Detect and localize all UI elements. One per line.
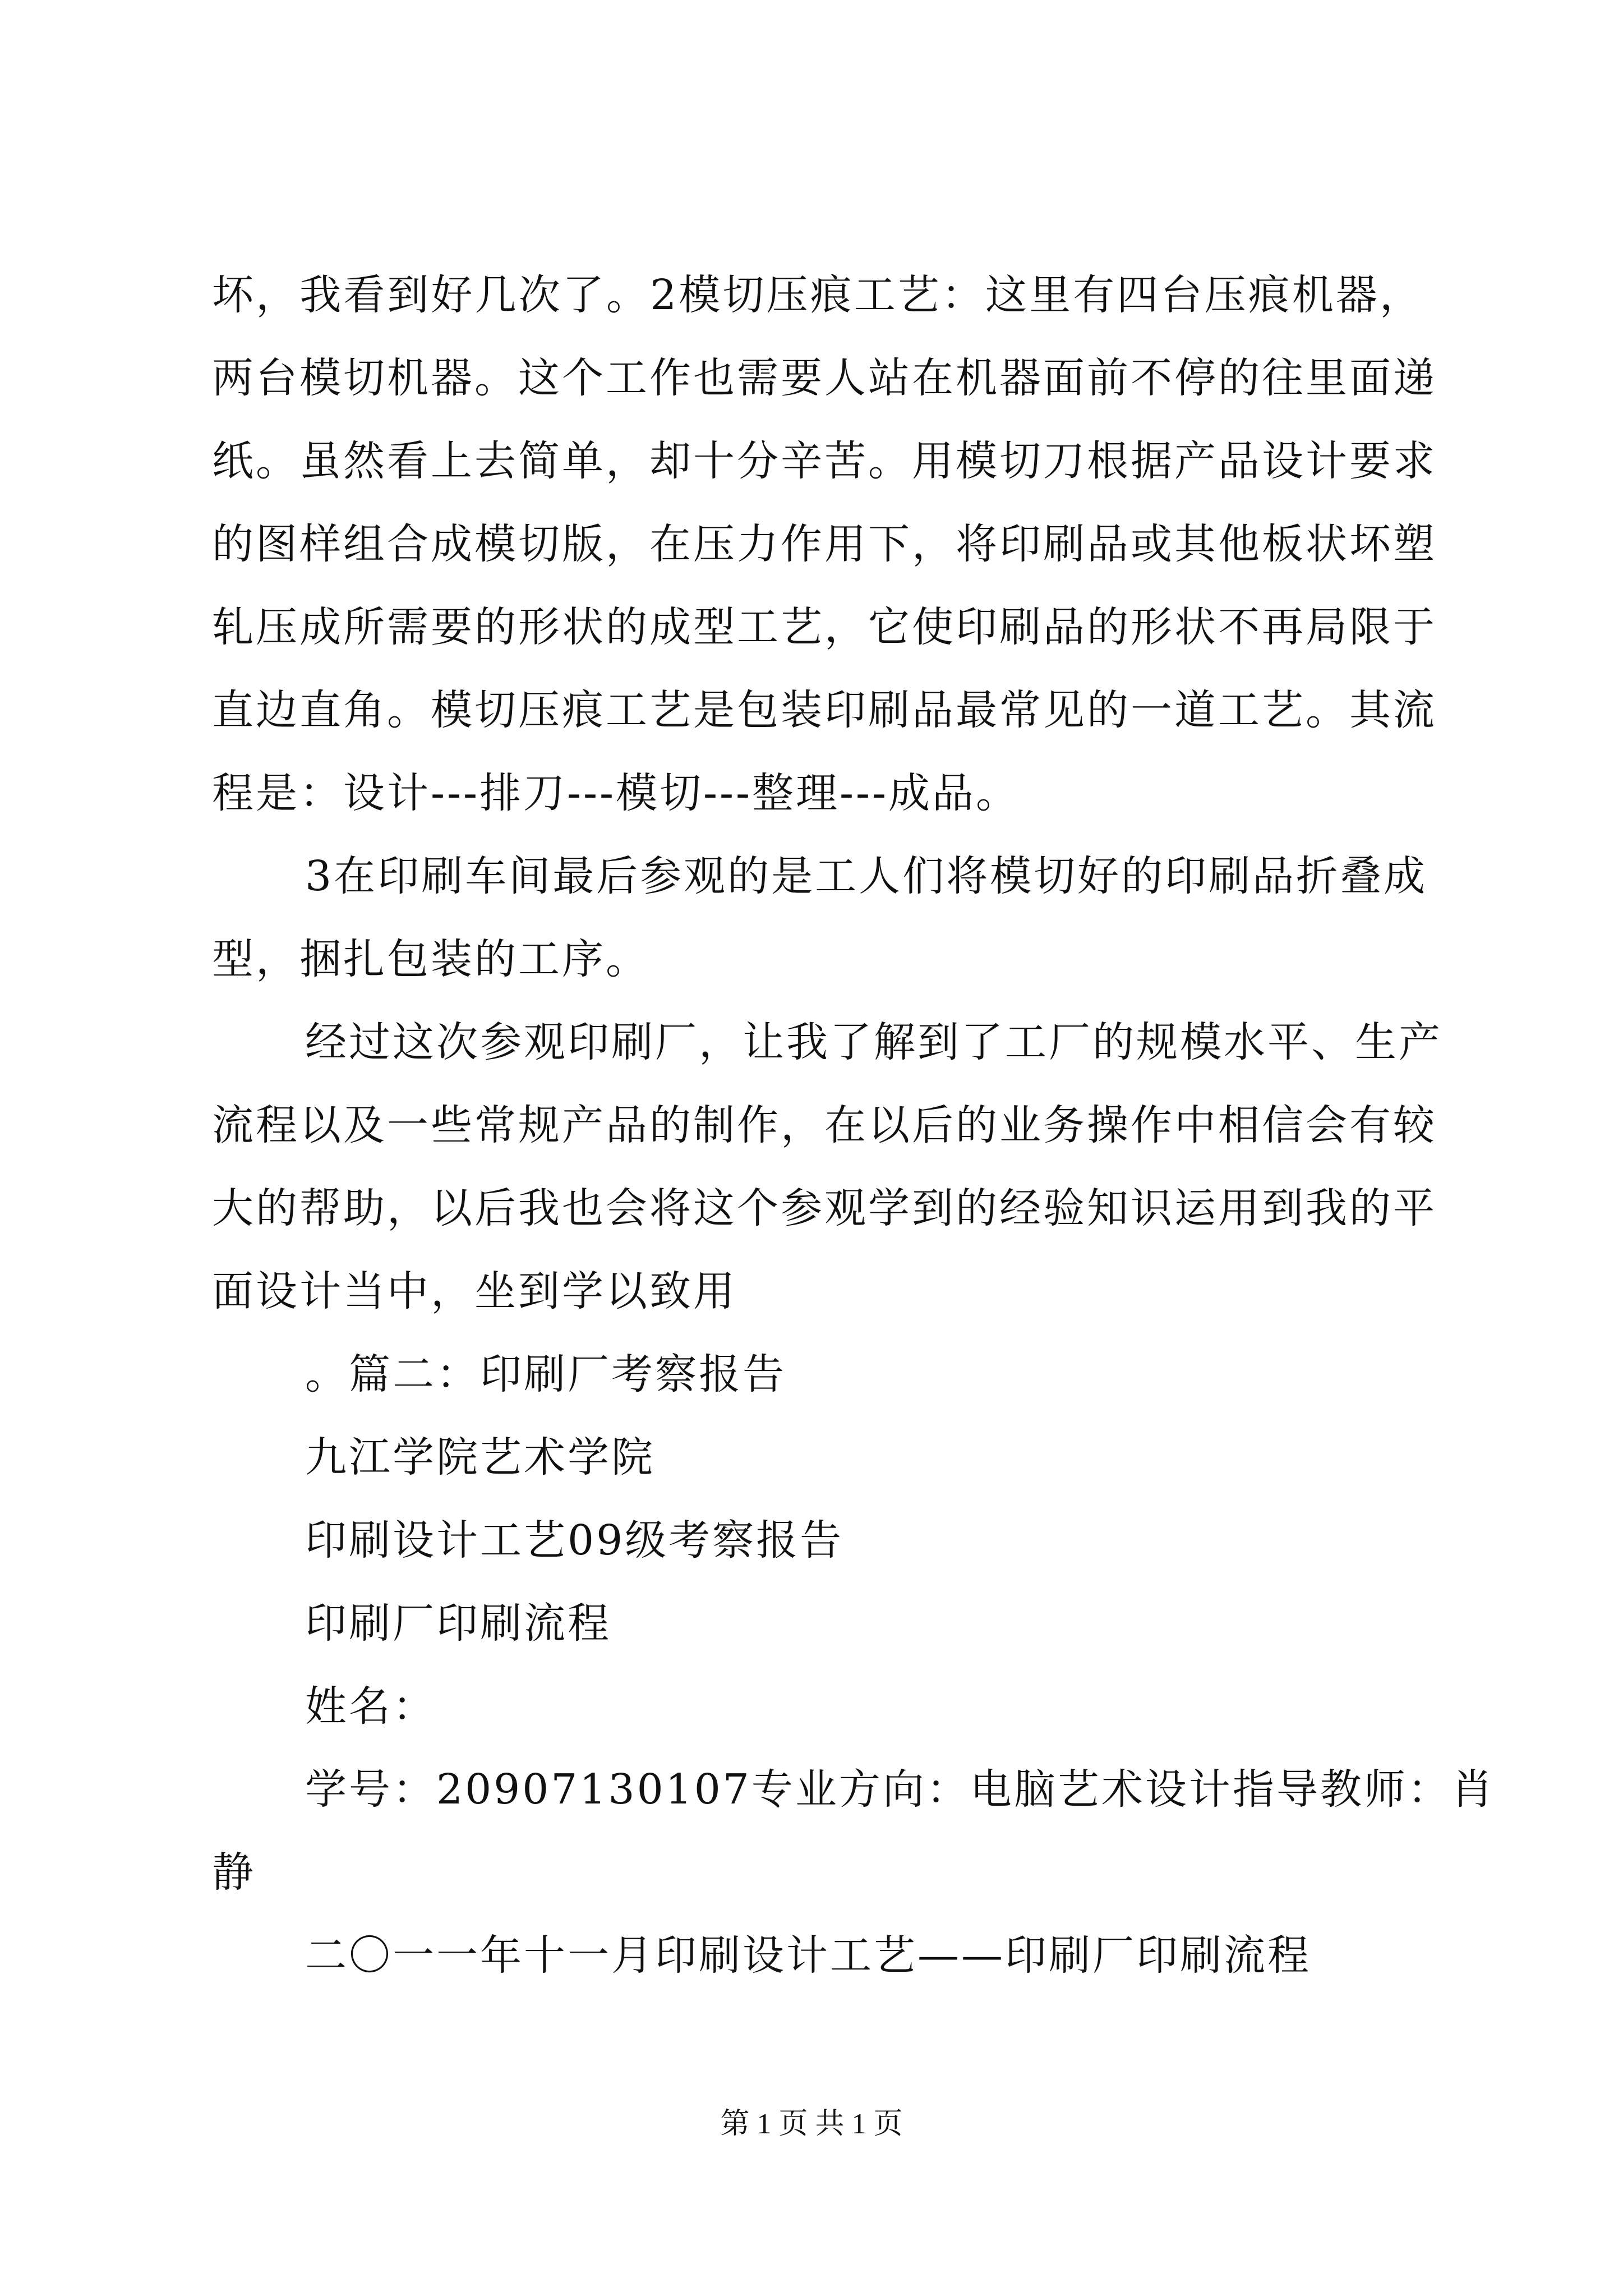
name-field-label: 姓名： xyxy=(305,1682,436,1731)
text-line: 两台模切机器。这个工作也需要人站在机器面前不停的往里面递 xyxy=(212,354,1437,402)
text-line: 静 xyxy=(212,1848,256,1897)
text-line: 坏，我看到好几次了。2模切压痕工艺：这里有四台压痕机器， xyxy=(212,271,1423,319)
student-info-line: 学号：20907130107专业方向：电脑艺术设计指导教师：肖 xyxy=(305,1765,1495,1814)
text-line: 的图样组合成模切版，在压力作用下，将印刷品或其他板状坏塑 xyxy=(212,520,1437,568)
text-line: 流程以及一些常规产品的制作，在以后的业务操作中相信会有较 xyxy=(212,1101,1437,1149)
text-line: 纸。虽然看上去简单，却十分辛苦。用模切刀根据产品设计要求 xyxy=(212,437,1437,485)
date-title-line: 二〇一一年十一月印刷设计工艺——印刷厂印刷流程 xyxy=(305,1931,1311,1980)
section-heading: 。篇二：印刷厂考察报告 xyxy=(305,1350,786,1398)
text-line: 面设计当中，坐到学以致用 xyxy=(212,1267,737,1315)
report-subject: 印刷厂印刷流程 xyxy=(305,1599,611,1648)
text-line: 型，捆扎包装的工序。 xyxy=(212,935,649,983)
text-line: 直边直角。模切压痕工艺是包装印刷品最常见的一道工艺。其流 xyxy=(212,686,1437,734)
text-line: 轧压成所需要的形状的成型工艺，它使印刷品的形状不再局限于 xyxy=(212,603,1437,651)
text-line: 大的帮助，以后我也会将这个参观学到的经验知识运用到我的平 xyxy=(212,1184,1437,1232)
paragraph-start: 3在印刷车间最后参观的是工人们将模切好的印刷品折叠成 xyxy=(305,852,1428,900)
school-name: 九江学院艺术学院 xyxy=(305,1433,655,1481)
paragraph-start: 经过这次参观印刷厂，让我了解到了工厂的规模水平、生产 xyxy=(305,1018,1442,1066)
text-line: 程是：设计---排刀---模切---整理---成品。 xyxy=(212,769,1020,817)
report-title: 印刷设计工艺09级考察报告 xyxy=(305,1516,844,1565)
page-footer: 第 1 页 共 1 页 xyxy=(720,2108,903,2140)
